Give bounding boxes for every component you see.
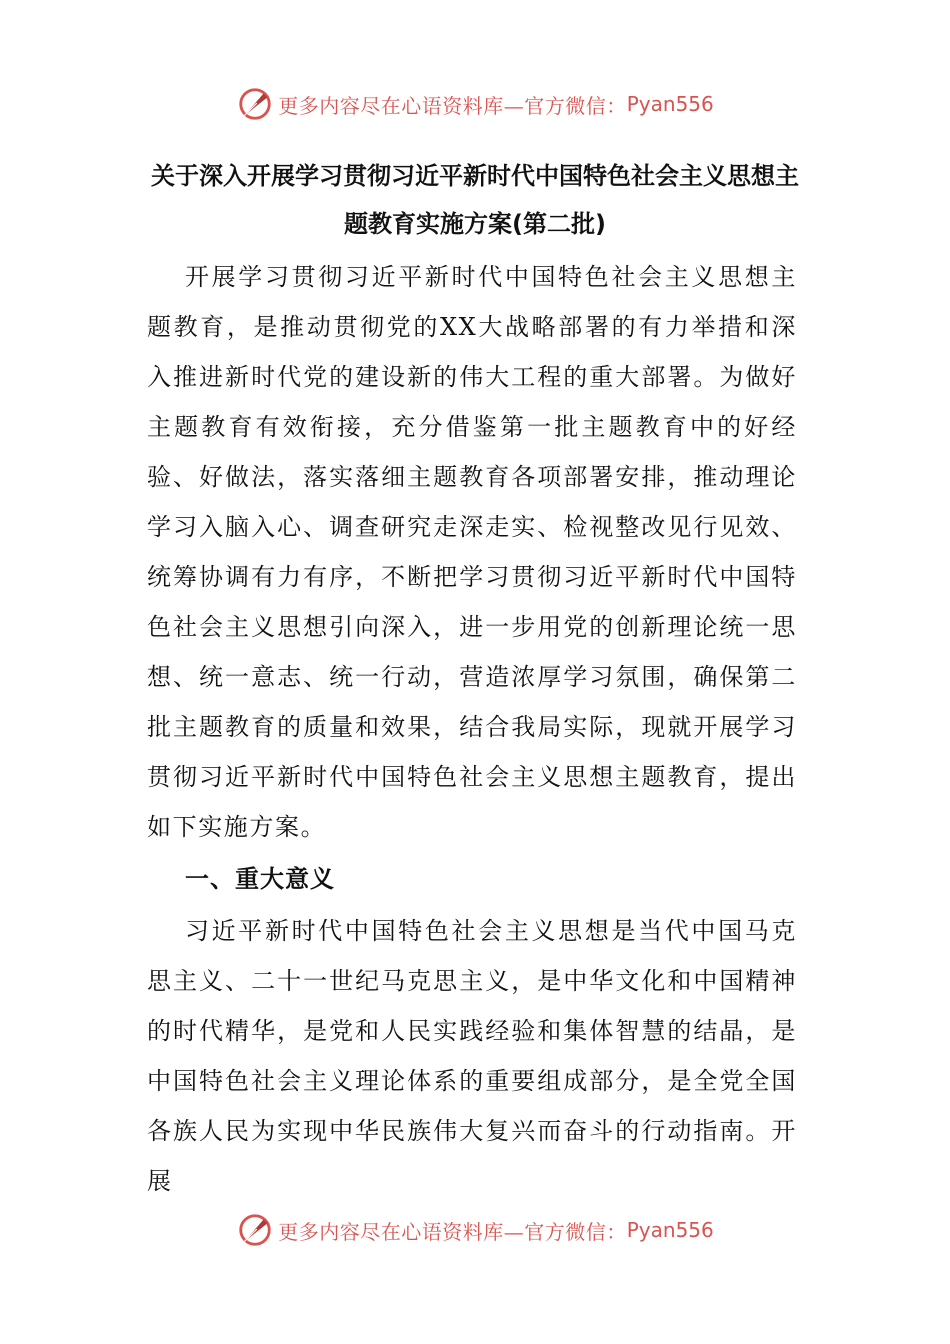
intro-paragraph: 开展学习贯彻习近平新时代中国特色社会主义思想主题教育，是推动贯彻党的XX大战略部署的有力举措和深入推进新时代党的建设新的伟大工程的重大部署。为做好主题教育有效衔接，充分借鉴第一批主题教育中的好经验、好做法，落实落细主题教育各项部署安排，推动理论学习入脑入心、调查研究走深走实、检视整改见行见效、统筹协调有力有序，不断把学习贯彻习近平新时代中国特色社会主义思想引向深入，进一步用党的创新理论统一思想、统一意志、统一行动，营造浓厚学习氛围，确保第二批主题教育的质量和效果，结合我局实际，现就开展学习贯彻习近平新时代中国特色社会主义思想主题教育，提出如下实施方案。 — [147, 263, 797, 841]
quill-logo-icon — [236, 85, 274, 123]
watermark-promo-text: 更多内容尽在心语资料库—官方微信： — [278, 93, 627, 118]
document-title: 关于深入开展学习贯彻习近平新时代中国特色社会主义思想主题教育实施方案(第二批) — [151, 162, 799, 238]
section-heading-significance: 一、重大意义 — [185, 865, 335, 893]
watermark-contact-id: Pyan556 — [626, 92, 714, 116]
watermark-promo-text: 更多内容尽在心语资料库—官方微信： — [278, 1219, 627, 1244]
document-body — [147, 252, 797, 1206]
section-1-paragraph: 习近平新时代中国特色社会主义思想是当代中国马克思主义、二十一世纪马克思主义，是中华文化和中国精神的时代精华，是党和人民实践经验和集体智慧的结晶，是中国特色社会主义理论体系的重要组成部分，是全党全国各族人民为实现中华民族伟大复兴而奋斗的行动指南。开展 — [147, 917, 797, 1195]
quill-logo-icon — [236, 1211, 274, 1249]
watermark-contact-id: Pyan556 — [626, 1218, 714, 1242]
watermark-banner-top — [0, 84, 950, 124]
watermark-banner-bottom — [0, 1210, 950, 1250]
